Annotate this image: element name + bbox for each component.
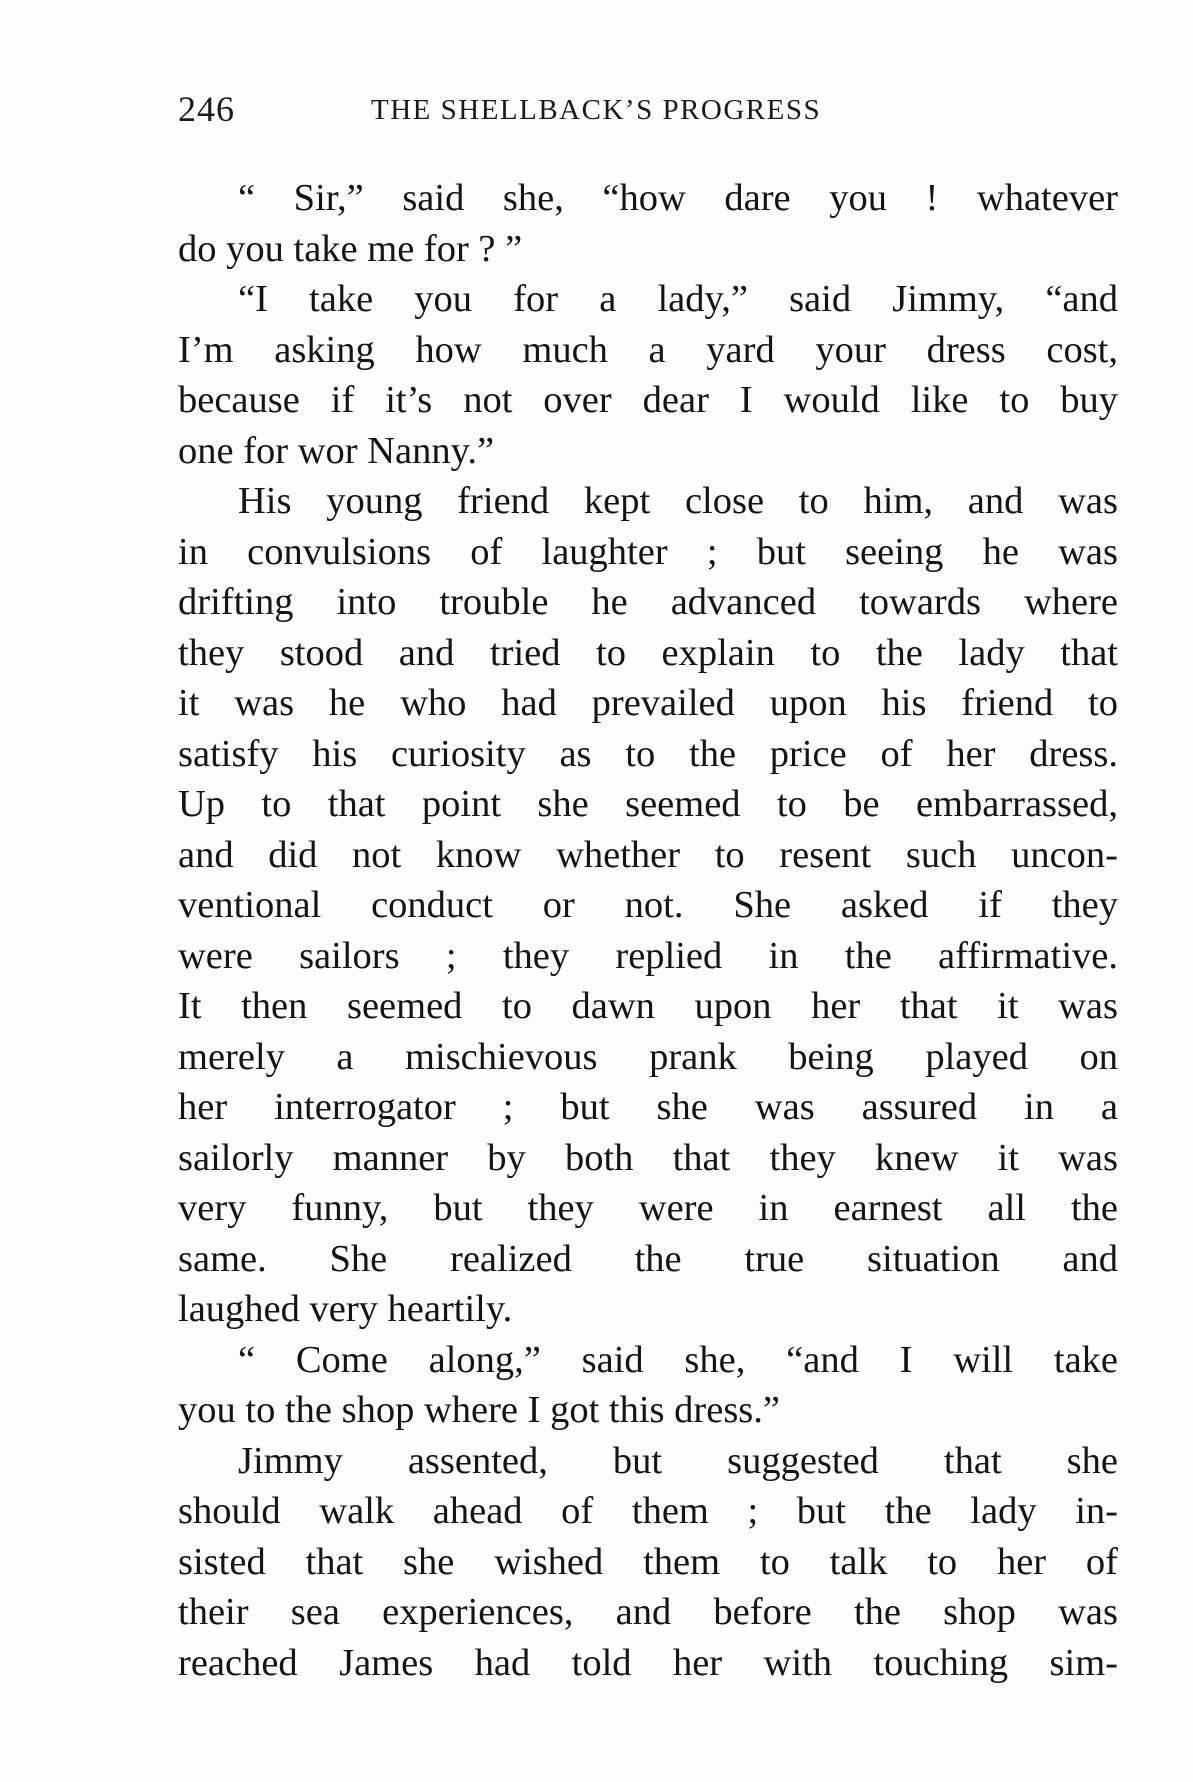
- text-line: “ Come along,” said she, “and I will take: [238, 1338, 1118, 1381]
- text-line: one for wor Nanny.”: [178, 429, 495, 472]
- text-line: laughed very heartily.: [178, 1288, 513, 1330]
- text-line: Jimmy assented, but suggested that she: [238, 1439, 1118, 1482]
- text-line: I’m asking how much a yard your dress cost,: [178, 328, 1118, 371]
- text-line: It then seemed to dawn upon her that it was: [178, 985, 1118, 1027]
- text-line: His young friend kept close to him, and was: [238, 480, 1118, 522]
- text-line: because if it’s not over dear I would like to buy: [178, 379, 1118, 421]
- text-line: were sailors ; they replied in the affirmative.: [178, 934, 1118, 977]
- text-line: their sea experiences, and before the shop was: [178, 1591, 1118, 1633]
- text-line: should walk ahead of them ; but the lady in-: [178, 1490, 1118, 1532]
- text-line: same. She realized the true situation and: [178, 1237, 1118, 1280]
- text-line: do you take me for ? ”: [178, 227, 523, 270]
- text-line: in convulsions of laughter ; but seeing he was: [178, 530, 1118, 573]
- text-line: “ Sir,” said she, “how dare you ! whatever: [238, 177, 1118, 219]
- text-line: reached James had told her with touching sim-: [178, 1641, 1118, 1684]
- page-header: [178, 88, 1118, 138]
- text-line: merely a mischievous prank being played on: [178, 1035, 1118, 1078]
- text-line: drifting into trouble he advanced towards where: [178, 581, 1118, 623]
- text-line: you to the shop where I got this dress.”: [178, 1389, 780, 1431]
- text-line: ventional conduct or not. She asked if they: [178, 884, 1118, 926]
- text-line: satisfy his curiosity as to the price of her dress.: [178, 732, 1118, 775]
- text-line: sailorly manner by both that they knew it was: [178, 1136, 1118, 1179]
- text-line: sisted that she wished them to talk to her of: [178, 1540, 1118, 1583]
- text-line: very funny, but they were in earnest all the: [178, 1187, 1118, 1229]
- text-line: her interrogator ; but she was assured in a: [178, 1086, 1118, 1128]
- text-line: it was he who had prevailed upon his friend to: [178, 682, 1118, 724]
- text-line: they stood and tried to explain to the lady that: [178, 631, 1118, 674]
- text-line: Up to that point she seemed to be embarrassed,: [178, 783, 1118, 825]
- running-title: THE SHELLBACK’S PROGRESS: [371, 94, 822, 126]
- body-text: [178, 173, 1118, 1688]
- text-line: “I take you for a lady,” said Jimmy, “and: [238, 278, 1118, 320]
- text-line: and did not know whether to resent such uncon-: [178, 833, 1118, 876]
- page-number: 246: [178, 89, 235, 129]
